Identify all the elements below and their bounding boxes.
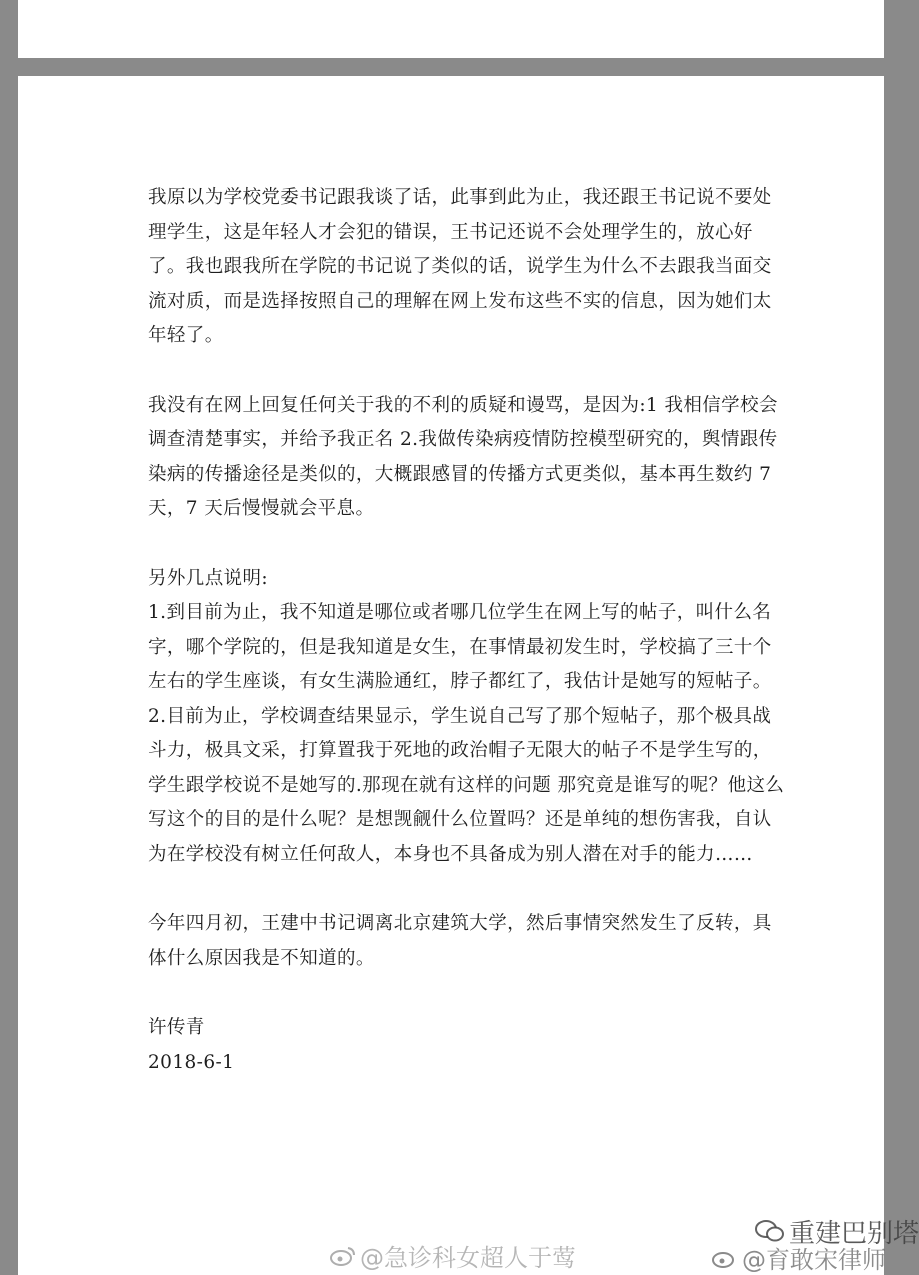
letter-page <box>18 76 884 1275</box>
date: 2018-6-1 <box>148 1051 235 1073</box>
watermark-left-text: @急诊科女超人于莺 <box>360 1244 576 1272</box>
watermark-left <box>330 1238 576 1273</box>
weibo-icon <box>712 1247 738 1275</box>
watermark-right-bottom-text: @育敢宋律师 <box>742 1246 886 1274</box>
watermark-right-bottom <box>712 1240 886 1275</box>
paragraph-2: 我没有在网上回复任何关于我的不利的质疑和谩骂，是因为:1 我相信学校会调查清楚事实，并给予我正名 2.我做传染病疫情防控模型研究的，舆情跟传染病的传播途径是类似的，大概跟感冒的传播方式更类似，基本再生数约 7 天，7 天后慢慢就会平息。 <box>148 394 778 519</box>
paragraph-4: 今年四月初，王建中书记调离北京建筑大学，然后事情突然发生了反转，具体什么原因我是不知道的。 <box>148 913 772 969</box>
notes-heading: 另外几点说明: <box>148 567 269 589</box>
weibo-icon <box>330 1245 356 1273</box>
paragraph-1: 我原以为学校党委书记跟我谈了话，此事到此为止，我还跟王书记说不要处理学生，这是年轻人才会犯的错误，王书记还说不会处理学生的，放心好了。我也跟我所在学院的书记说了类似的话，说学生为什么不去跟我当面交流对质，而是选择按照自己的理解在网上发布这些不实的信息，因为她们太年轻了。 <box>148 187 772 346</box>
previous-page-strip <box>18 0 884 58</box>
letter-body <box>148 181 788 1080</box>
watermark-right-top-text: 重建巴别塔 <box>789 1219 919 1249</box>
note-item-2: 2.目前为止，学校调查结果显示，学生说自己写了那个短帖子，那个极具战斗力，极具文采，打算置我于死地的政治帽子无限大的帖子不是学生写的，学生跟学校说不是她写的.那现在就有这样的问题 那究竟是谁写的呢？他这么写这个的目的是什么呢？是想觊觎什么位置吗？还是单纯的想伤害我，自认为在学校没有树立任何敌人，本身也不具备成为别人潜在对手的能力…… <box>148 705 785 865</box>
signature: 许传青 <box>148 1017 205 1038</box>
note-item-1: 1.到目前为止，我不知道是哪位或者哪几位学生在网上写的帖子，叫什么名字，哪个学院的，但是我知道是女生，在事情最初发生时，学校搞了三十个左右的学生座谈，有女生满脸通红，脖子都红了，我估计是她写的短帖子。 <box>148 602 772 692</box>
